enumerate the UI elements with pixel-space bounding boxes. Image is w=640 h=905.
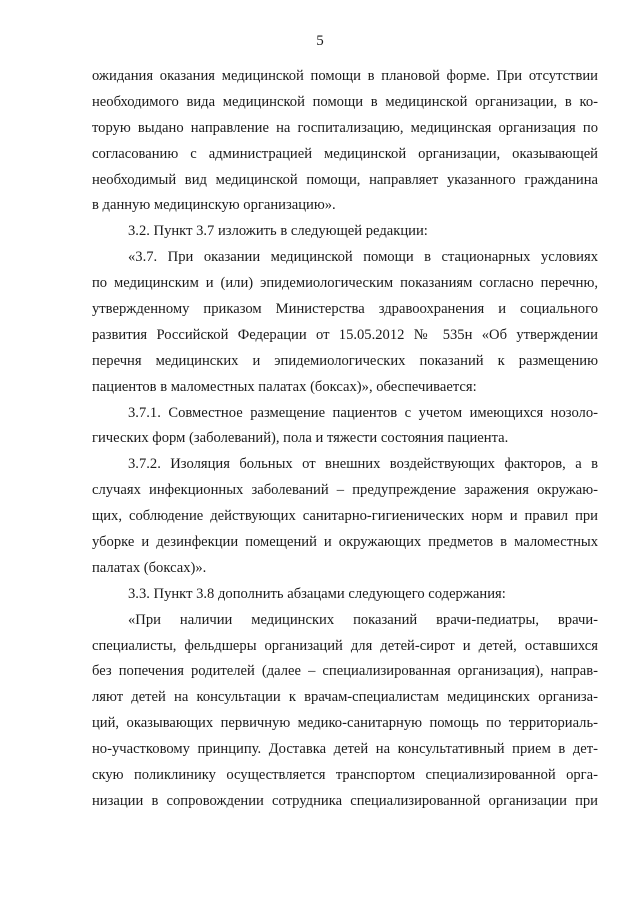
text-line: утвержденному приказом Министерства здравоохранения и социального [92, 301, 598, 318]
paragraph-3-7 [92, 245, 598, 400]
text-line: щих, соблюдение действующих санитарно-гигиенических норм и правил при [92, 508, 598, 525]
text-line: перечня медицинских и эпидемиологических показаний к размещению [92, 352, 598, 369]
text-line: необходимый вид медицинской помощи, направляет указанного гражданина [92, 171, 598, 188]
text-line: согласованию с администрацией медицинской организации, оказывающей [92, 145, 598, 162]
text-line: но-участковому принципу. Доставка детей на консультативный прием в дет- [92, 741, 598, 758]
text-line: торую выдано направление на госпитализацию, медицинская организация по [92, 119, 598, 136]
text-line: уборке и дезинфекции помещений и окружающих предметов в маломестных [92, 534, 598, 551]
text-line: развития Российской Федерации от 15.05.2012 № 535н «Об утверждении [92, 326, 598, 343]
text-line: скую поликлинику осуществляется транспортом специализированной орга- [92, 767, 598, 784]
text-line: случаях инфекционных заболеваний – предупреждение заражения окружаю- [92, 482, 598, 499]
text-line: по медицинским и (или) эпидемиологическим показаниям согласно перечню, [92, 275, 598, 292]
text-line: «3.7. При оказании медицинской помощи в стационарных условиях [128, 249, 598, 266]
text-line: 3.3. Пункт 3.8 дополнить абзацами следующего содержания: [128, 585, 506, 602]
paragraph-3-7-2 [92, 452, 598, 581]
document-body [92, 64, 598, 815]
text-line: ций, оказывающих первичную медико-санитарную помощь по территориаль- [92, 715, 598, 732]
paragraph-3-7-1 [92, 401, 598, 453]
paragraph-3-2 [92, 219, 598, 245]
text-line: ожидания оказания медицинской помощи в плановой форме. При отсутствии [92, 68, 598, 84]
paragraph-3-3 [92, 582, 598, 608]
text-line: необходимого вида медицинской помощи в медицинской организации, в ко- [92, 93, 598, 110]
text-line: низации в сопровождении сотрудника специализированной организации при [92, 792, 598, 809]
text-line: ляют детей на консультации к врачам-специалистам медицинских организа- [92, 689, 598, 706]
text-line: 3.7.1. Совместное размещение пациентов с учетом имеющихся нозоло- [128, 404, 598, 421]
text-line: «При наличии медицинских показаний врачи-педиатры, врачи- [128, 611, 598, 628]
page-number: 5 [316, 33, 324, 49]
text-line: в данную медицинскую организацию». [92, 197, 336, 214]
text-line: специалисты, фельдшеры организаций для детей-сирот и детей, оставшихся [92, 637, 598, 654]
text-line: 3.7.2. Изоляция больных от внешних воздействующих факторов, а в [128, 456, 598, 473]
text-line: гических форм (заболеваний), пола и тяжести состояния пациента. [92, 430, 509, 447]
text-line: пациентов в маломестных палатах (боксах)», обеспечивается: [92, 378, 477, 395]
text-line: палатах (боксах)». [92, 559, 207, 576]
text-line: без попечения родителей (далее – специализированная организация), направ- [92, 663, 598, 680]
text-line: 3.2. Пункт 3.7 изложить в следующей редакции: [128, 223, 428, 240]
paragraph-continuation [92, 64, 598, 219]
paragraph-3-8-addition [92, 608, 598, 815]
